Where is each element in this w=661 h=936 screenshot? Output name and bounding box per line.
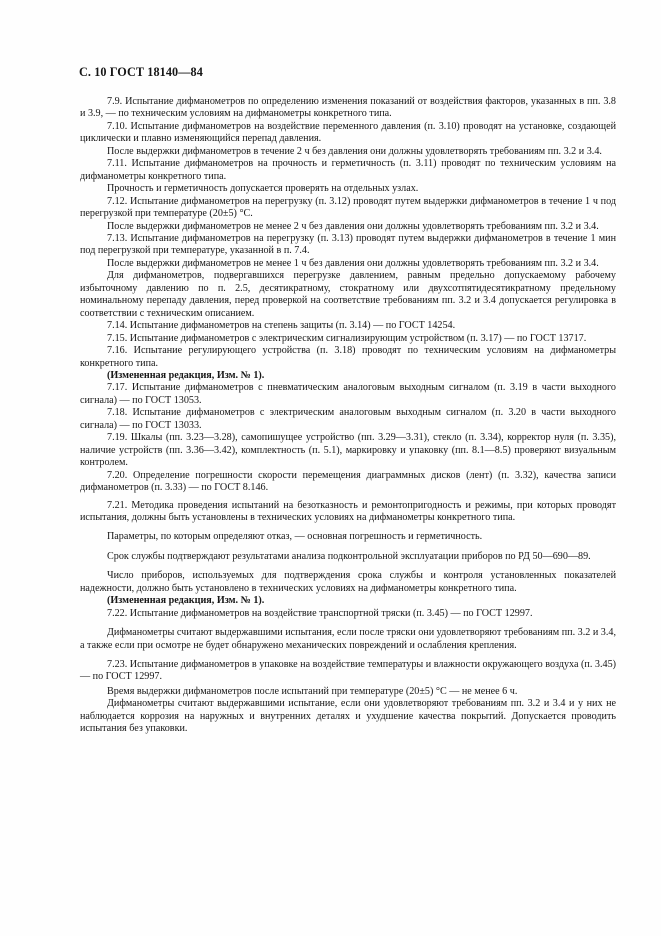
- paragraph: После выдержки дифманометров не менее 1 ч без давления они должны удовлетворять требованиям пп. 3.2 и 3.4.: [107, 257, 599, 269]
- paragraph-7-11: 7.11. Испытание дифманометров на прочность и герметичность (п. 3.11) проводят по техническим условиям на дифманометры конкретного типа.: [80, 158, 616, 182]
- paragraph-7-23: 7.23. Испытание дифманометров в упаковке на воздействие температуры и влажности окружающего воздуха (п. 3.45) — по ГОСТ 12997.: [80, 659, 616, 683]
- paragraph-7-20: 7.20. Определение погрешности скорости перемещения диаграммных дисков (лент) (п. 3.32), качества записи дифманометров (п. 3.33) — по ГОСТ 8.146.: [80, 469, 616, 494]
- amendment-note: (Измененная редакция, Изм. № 1).: [107, 595, 265, 607]
- paragraph-7-22: 7.22. Испытание дифманометров на воздействие транспортной тряски (п. 3.45) — по ГОСТ 12997.: [107, 607, 533, 619]
- amendment-note: (Измененная редакция, Изм. № 1).: [107, 369, 265, 381]
- paragraph: Прочность и герметичность допускается проверять на отдельных узлах.: [107, 183, 419, 195]
- paragraph: После выдержки дифманометров не менее 2 ч без давления они должны удовлетворять требованиям пп. 3.2 и 3.4.: [107, 220, 599, 232]
- paragraph: Дифманометры считают выдержавшими испытания, если после тряски они удовлетворяют требованиям пп. 3.2 и 3.4, а также если при осмотре не будет обнаружено механических повреждений и ослабления крепления.: [80, 627, 616, 651]
- paragraph: Срок службы подтверждают результатами анализа подконтрольной эксплуатации приборов по РД 50—690—89.: [107, 550, 591, 562]
- paragraph: Время выдержки дифманометров после испытаний при температуре (20±5) °С — не менее 6 ч.: [107, 685, 518, 697]
- page-header: С. 10 ГОСТ 18140—84: [79, 65, 203, 79]
- paragraph-7-16: 7.16. Испытание регулирующего устройства (п. 3.18) проводят по техническим условиям на дифманометры конкретного типа.: [80, 345, 616, 369]
- paragraph-7-21: 7.21. Методика проведения испытаний на безотказность и ремонтопригодность и режимы, при которых проводят испытания, должны быть установлены в технических условиях на дифманометры конкретного типа.: [80, 499, 616, 523]
- paragraph: Дифманометры считают выдержавшими испытание, если они удовлетворяют требованиям пп. 3.2 и 3.4 и у них не наблюдается коррозия на наружных и внутренних деталях и ухудшение качества покрытий. Допускается проводить испытания без упаковки.: [80, 698, 616, 735]
- paragraph-7-15: 7.15. Испытание дифманометров с электрическим сигнализирующим устройством (п. 3.17) — по ГОСТ 13717.: [107, 332, 587, 344]
- paragraph: Для дифманометров, подвергавшихся перегрузке давлением, равным предельно допускаемому рабочему избыточному давлению по п. 2.5, десятикратному, стократному или двухсотпятидесятикратному предельному номинальному перепаду давления, перед проверкой на соответствие требованиям пп. 3.2 и 3.4 допускается регулировка в соответствии с техническим описанием.: [80, 270, 616, 319]
- paragraph: Параметры, по которым определяют отказ, — основная погрешность и герметичность.: [107, 531, 483, 543]
- paragraph-7-9: 7.9. Испытание дифманометров по определению изменения показаний от воздействия факторов, указанных в пп. 3.8 и 3.9, — по техническим условиям на дифманометры конкретного типа.: [80, 96, 616, 120]
- paragraph-7-14: 7.14. Испытание дифманометров на степень защиты (п. 3.14) — по ГОСТ 14254.: [107, 320, 456, 332]
- paragraph: Число приборов, используемых для подтверждения срока службы и контроля установленных показателей надежности, должно быть установлено в технических условиях на дифманометры конкретного типа.: [80, 570, 616, 594]
- paragraph-7-18: 7.18. Испытание дифманометров с электрическим аналоговым выходным сигналом (п. 3.20 в части выходного сигнала) — по ГОСТ 13033.: [80, 407, 616, 431]
- document-body: [80, 96, 616, 736]
- paragraph-7-13: 7.13. Испытание дифманометров на перегрузку (п. 3.13) проводят путем выдержки дифманометров в течение 1 мин под перегрузкой при температуре, указанной в п. 7.4.: [80, 232, 616, 257]
- paragraph-7-17: 7.17. Испытание дифманометров с пневматическим аналоговым выходным сигналом (п. 3.19 в части выходного сигнала) — по ГОСТ 13053.: [80, 382, 616, 406]
- paragraph: После выдержки дифманометров в течение 2 ч без давления они должны удовлетворять требованиям пп. 3.2 и 3.4.: [107, 145, 602, 157]
- paragraph-7-10: 7.10. Испытание дифманометров на воздействие переменного давления (п. 3.10) проводят на установке, создающей циклически и плавно изменяющийся перепад давления.: [80, 120, 616, 145]
- paragraph-7-12: 7.12. Испытание дифманометров на перегрузку (п. 3.12) проводят путем выдержки дифманометров в течение 1 ч под перегрузкой при температуре (20±5) °С.: [80, 195, 616, 220]
- paragraph-7-19: 7.19. Шкалы (пп. 3.23—3.28), самопишущее устройство (пп. 3.29—3.31), стекло (п. 3.34), корректор нуля (п. 3.35), наличие устройств (пп. 3.36—3.42), комплектность (п. 5.1), маркировку и упаковку (пп. 8.1—8.5) проверяют визуальным контролем.: [80, 432, 616, 469]
